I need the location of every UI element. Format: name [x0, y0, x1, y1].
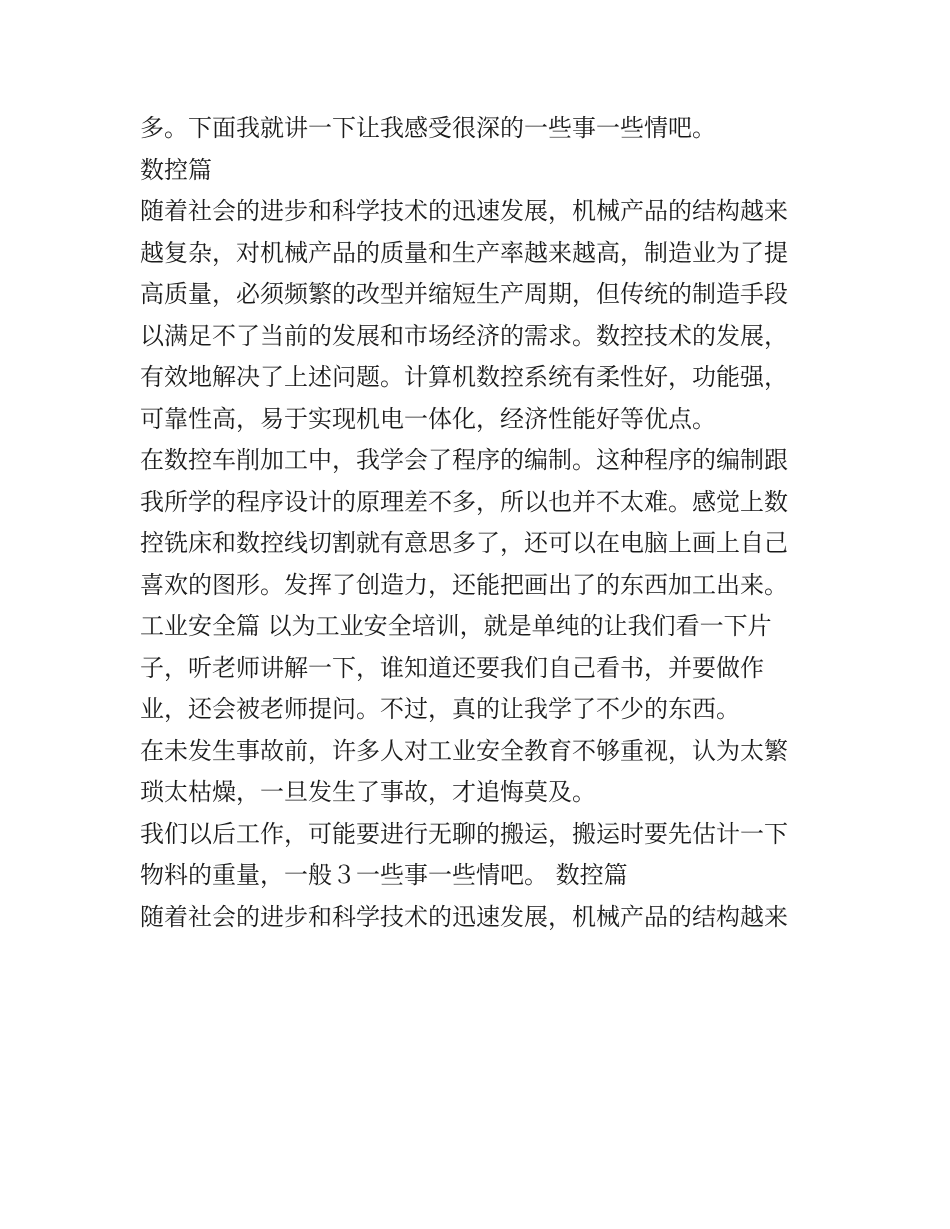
- text-line: 琐太枯燥，一旦发生了事故，才追悔莫及。: [140, 778, 596, 806]
- text-line: 我们以后工作，可能要进行无聊的搬运，搬运时要先估计一下: [140, 819, 788, 848]
- text-line: 以满足不了当前的发展和市场经济的需求。数控技术的发展，: [140, 321, 788, 350]
- text-line: 物料的重量，一般３一些事一些情吧。 数控篇: [140, 861, 628, 889]
- section-heading-cnc: 数控篇: [140, 155, 212, 184]
- text-line: 喜欢的图形。发挥了创造力，还能把画出了的东西加工出来。: [140, 570, 788, 599]
- text-line: 高质量，必须频繁的改型并缩短生产周期，但传统的制造手段: [140, 280, 788, 308]
- text-line: 控铣床和数控线切割就有意思多了，还可以在电脑上画上自己: [140, 529, 788, 557]
- text-line: 我所学的程序设计的原理差不多，所以也并不太难。感觉上数: [140, 487, 788, 516]
- text-line: 有效地解决了上述问题。计算机数控系统有柔性好，功能强，: [140, 363, 788, 391]
- text-line: 多。下面我就讲一下让我感受很深的一些事一些情吧。: [140, 114, 716, 142]
- text-line: 在未发生事故前，许多人对工业安全教育不够重视，认为太繁: [140, 736, 788, 765]
- text-line: 可靠性高，易于实现机电一体化，经济性能好等优点。: [140, 404, 716, 433]
- text-line: 工业安全篇 以为工业安全培训，就是单纯的让我们看一下片: [140, 612, 772, 640]
- text-line: 在数控车削加工中，我学会了程序的编制。这种程序的编制跟: [140, 446, 788, 474]
- text-line: 越复杂，对机械产品的质量和生产率越来越高，制造业为了提: [140, 238, 788, 267]
- body-text: [140, 108, 820, 938]
- text-line: 业，还会被老师提问。不过，真的让我学了不少的东西。: [140, 695, 740, 723]
- text-line: 随着社会的进步和科学技术的迅速发展，机械产品的结构越来: [140, 902, 788, 931]
- text-line: 随着社会的进步和科学技术的迅速发展，机械产品的结构越来: [140, 197, 788, 225]
- text-line: 子，听老师讲解一下，谁知道还要我们自己看书，并要做作: [140, 653, 764, 682]
